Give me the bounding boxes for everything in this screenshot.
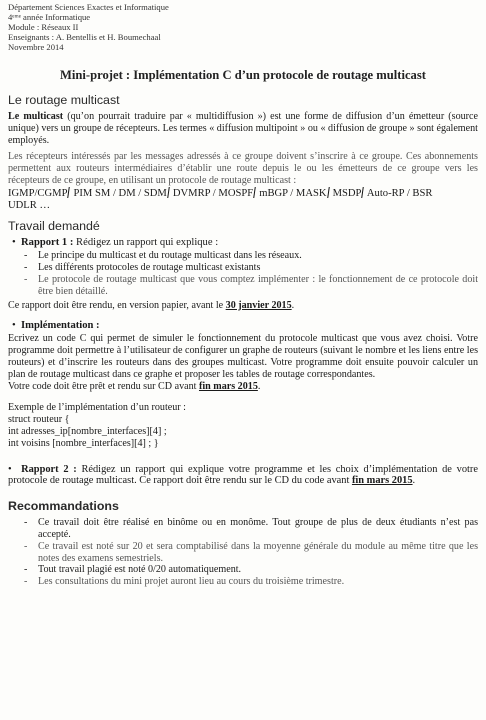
section-heading-work: Travail demandé [8,219,100,234]
section-heading-recommendations: Recommandations [8,499,119,514]
header-module: Module : Réseaux II [8,22,79,32]
recommendations-list [38,517,478,588]
code-example [8,414,478,449]
protocol-item: mBGP / MASK [259,187,327,199]
paragraph-multicast-definition: Le multicast (qu’on pourrait traduire par « multidiffusion ») est une forme de diffusion d’un émetteur (source unique) vers un groupe de récepteurs. Les termes « diffusion multipoint » ou « diffusion de groupe » sont également employés. [8,111,478,146]
report1-bullet: • Rapport 1 : Rédigez un rapport qui explique : [12,237,219,249]
report1-list [38,250,478,297]
implementation-bullet: • Implémentation : [12,320,100,332]
list-item: - Ce travail doit être réalisé en binôme ou en monôme. Tout groupe de plus de deux étudiants n’est pas accepté. [38,517,478,541]
protocol-item: Auto-RP / BSR [366,187,433,199]
header-year: 4ᵉᵐᵉ année Informatique [8,12,91,22]
header-date: Novembre 2014 [8,42,64,52]
protocol-item: IGMP/CGMP [8,187,68,199]
example-intro: Exemple de l’implémentation d’un routeur : [8,402,186,414]
document-header [8,2,478,52]
protocol-item: UDLR … [8,199,51,211]
list-item: - Les différents protocoles de routage multicast existants [38,262,478,274]
implementation-deadline: Votre code doit être prêt et rendu sur CD avant fin mars 2015. [8,380,261,392]
list-item: - Tout travail plagié est noté 0/20 automatiquement. [38,564,478,576]
protocol-item: DVMRP / MOSPF [172,187,254,199]
term-multicast: Le multicast [8,111,64,122]
header-department: Département Sciences Exactes et Informatique [8,2,169,12]
list-item: - Le principe du multicast et du routage multicast dans les réseaux. [38,250,478,262]
header-teachers: Enseignants : A. Bentellis et H. Boumechaal [8,32,161,42]
report1-deadline: Ce rapport doit être rendu, en version papier, avant le 30 janvier 2015. [8,299,295,311]
code-line: int voisins [nombre_interfaces][4] ; } [8,437,159,449]
list-item: - Les consultations du mini projet auront lieu au cours du troisième trimestre. [38,576,478,588]
code-line: int adresses_ip[nombre_interfaces][4] ; [8,425,167,437]
implementation-text: Ecrivez un code C qui permet de simuler le fonctionnement du protocole multicast que vous avez choisi. Votre programme doit permettre à l’utilisateur de configurer un graphe de routeurs (suivant le nombre et les liens entre les routeurs) et d’inscrire les routeurs dans des groupes multicast. Votre programme doit ensuite pouvoir calculer un plan de routage multicast dans ce graphe et proposer les tables de routage correspondantes. [8,333,478,380]
code-line: struct routeur { [8,414,70,426]
report2-paragraph: • Rapport 2 : Rédigez un rapport qui explique votre programme et les choix d’implémentation de votre protocole de routage multicast. Ce rapport doit être rendu sur le CD du code avant fin mars 2015. [8,463,478,487]
document-title: Mini-projet : Implémentation C d’un protocole de routage multicast [60,68,426,82]
protocol-list [8,187,478,212]
protocol-item: MSDP [332,187,362,199]
paragraph-receivers: Les récepteurs intéressés par les messages adressés à ce groupe doivent s’inscrire à ce groupe. Ces abonnements permettent aux routeurs intermédiaires d’établir une route depuis le ou les émetteurs de ce groupe vers les récepteurs de ce groupe, en utilisant un protocole de routage multicast : [8,151,478,186]
section-heading-multicast: Le routage multicast [8,93,120,107]
list-item: - Ce travail est noté sur 20 et sera comptabilisé dans la moyenne générale du module au même titre que les notes des examens semestriels. [38,541,478,565]
protocol-item: PIM SM / DM / SDM [73,187,167,199]
list-item: - Le protocole de routage multicast que vous comptez implémenter : le fonctionnement de ce protocole doit être bien détaillé. [38,274,478,298]
